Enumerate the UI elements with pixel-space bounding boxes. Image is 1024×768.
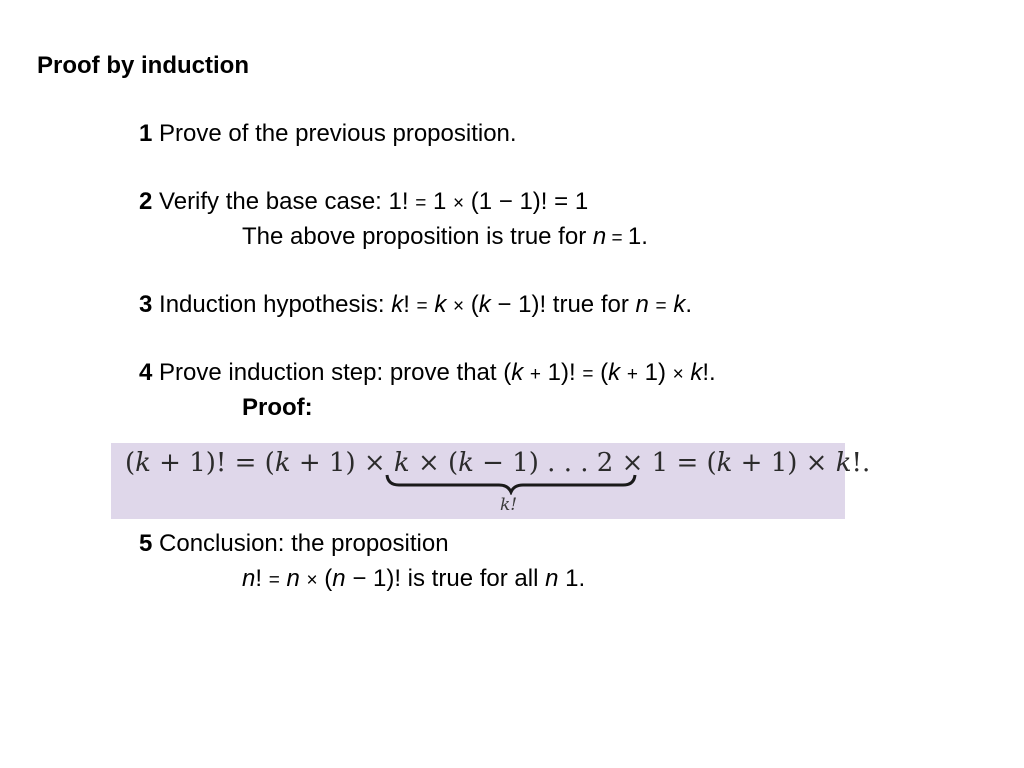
- step-number: 3: [139, 291, 153, 318]
- underbrace: [385, 473, 637, 495]
- step-text: Prove of the previous proposition.: [159, 120, 517, 147]
- step-text: Conclusion: the proposition: [159, 530, 449, 557]
- step-5: [139, 530, 449, 558]
- step-number: 1: [139, 120, 153, 147]
- step-number: 5: [139, 530, 153, 557]
- proof-equation: (k + 1)! = (k + 1) × k × (k − 1) . . . 2 × 1 = (k + 1) × k!.: [125, 448, 871, 478]
- step-text: Verify the base case: 1! = 1 × (1 − 1)! = 1: [159, 188, 589, 215]
- underbrace-label: k!: [500, 495, 518, 515]
- step-3: [139, 291, 692, 321]
- step-2: [139, 188, 588, 218]
- step-number: 4: [139, 359, 153, 386]
- step-text: Induction hypothesis: k! = k × (k − 1)! true for n = k.: [159, 291, 692, 318]
- step-1: [139, 120, 517, 148]
- step-number: 2: [139, 188, 153, 215]
- step-5-detail: n! = n × (n − 1)! is true for all n 1.: [242, 565, 586, 592]
- page-title: Proof by induction: [37, 52, 249, 79]
- proof-label: Proof:: [242, 394, 313, 421]
- step-text: Prove induction step: prove that (k + 1)! = (k + 1) × k!.: [159, 359, 716, 386]
- step-4: [139, 359, 716, 389]
- step-2-detail: The above proposition is true for n = 1.: [242, 223, 648, 250]
